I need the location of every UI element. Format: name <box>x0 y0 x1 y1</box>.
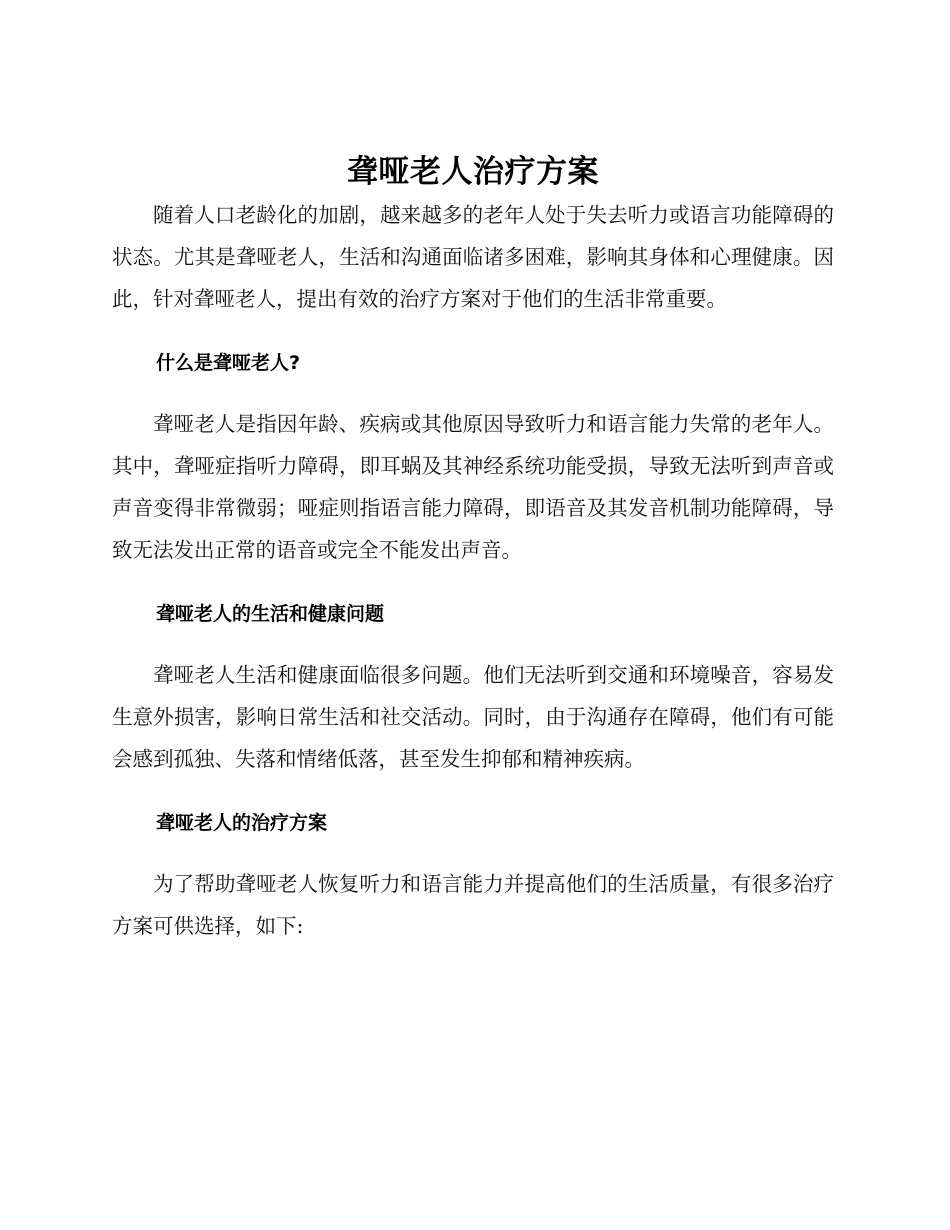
section-body-treatment: 为了帮助聋哑老人恢复听力和语言能力并提高他们的生活质量，有很多治疗方案可供选择，如下: <box>112 872 834 938</box>
section-heading-problems: 聋哑老人的生活和健康问题 <box>156 603 385 625</box>
section-body-definition: 聋哑老人是指因年龄、疾病或其他原因导致听力和语言能力失常的老年人。其中，聋哑症指听力障碍，即耳蜗及其神经系统功能受损，导致无法听到声音或声音变得非常微弱；哑症则指语言能力障碍，即语音及其发音机制功能障碍，导致无法发出正常的语音或完全不能发出声音。 <box>112 412 834 562</box>
section-body-problems: 聋哑老人生活和健康面临很多问题。他们无法听到交通和环境噪音，容易发生意外损害，影响日常生活和社交活动。同时，由于沟通存在障碍，他们有可能会感到孤独、失落和情绪低落，甚至发生抑郁和精神疾病。 <box>112 663 834 771</box>
document-title: 聋哑老人治疗方案 <box>347 154 599 190</box>
section-heading-treatment: 聋哑老人的治疗方案 <box>156 812 328 834</box>
section-heading-definition: 什么是聋哑老人? <box>156 352 301 374</box>
intro-paragraph: 随着人口老龄化的加剧，越来越多的老年人处于失去听力或语言功能障碍的状态。尤其是聋哑老人，生活和沟通面临诸多困难，影响其身体和心理健康。因此，针对聋哑老人，提出有效的治疗方案对于他们的生活非常重要。 <box>112 203 834 311</box>
document-page <box>112 150 834 947</box>
